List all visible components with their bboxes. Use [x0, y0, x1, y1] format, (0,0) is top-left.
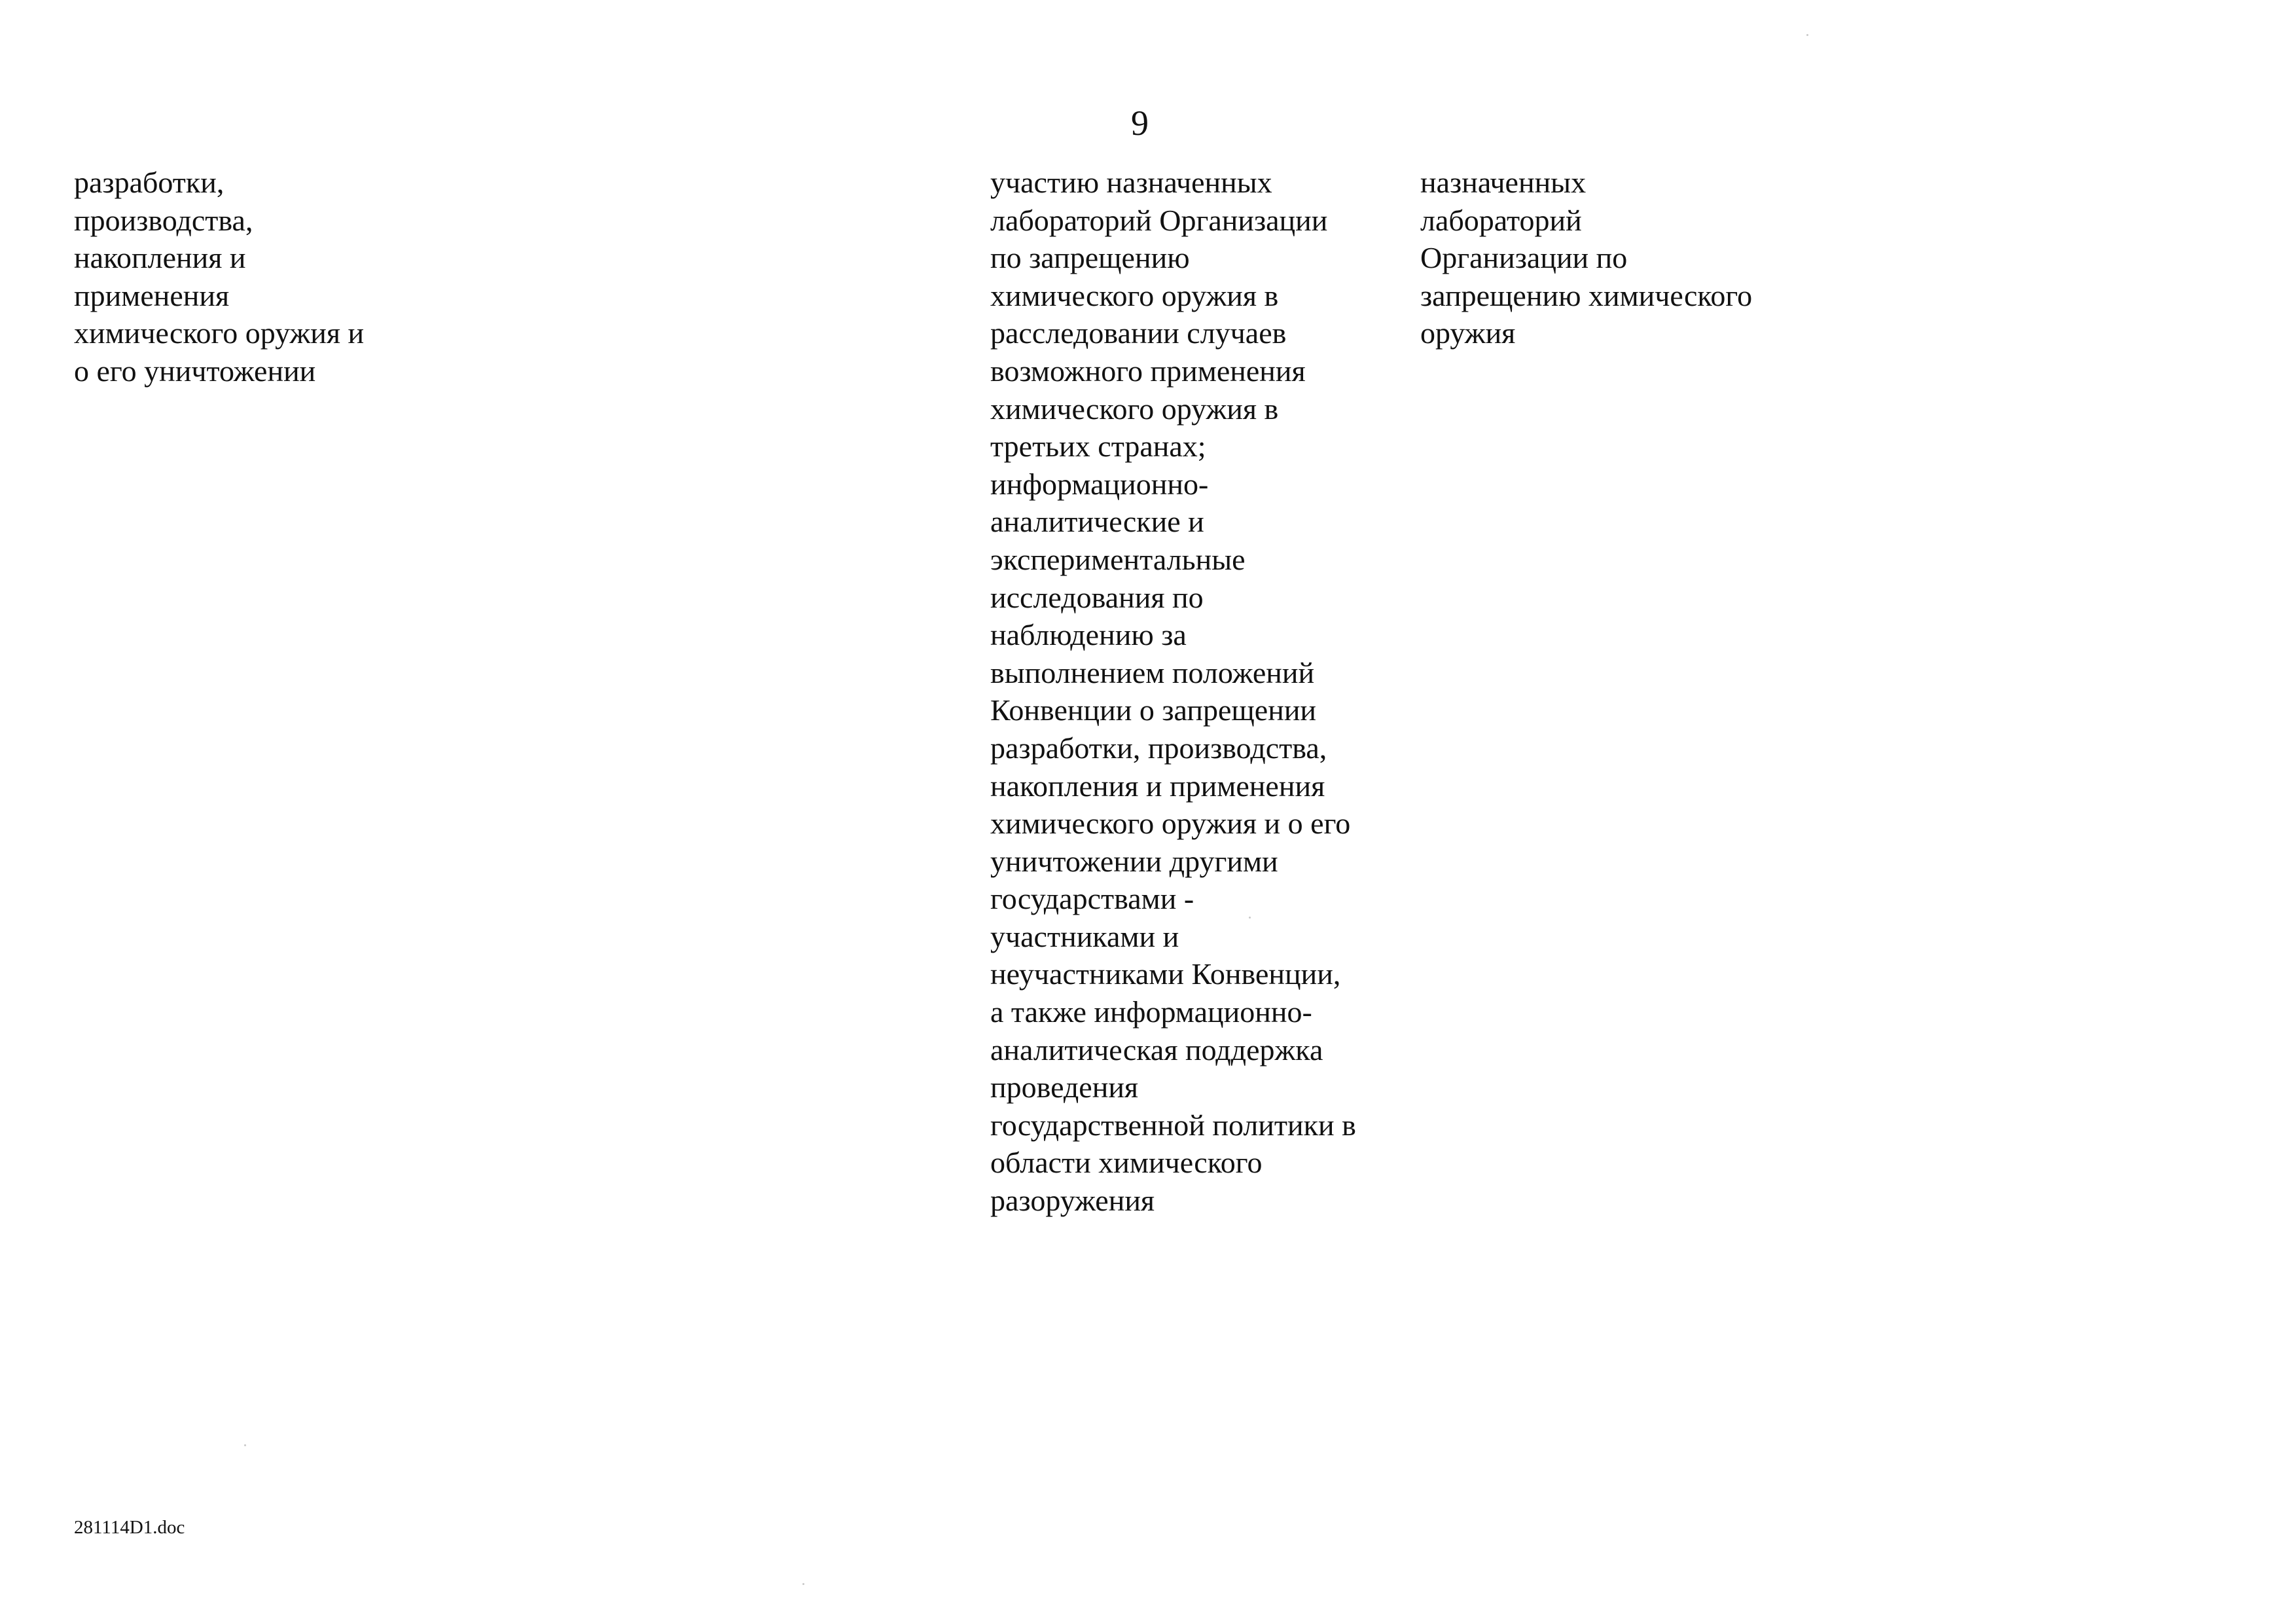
text-line: участниками и	[990, 919, 1179, 953]
text-line: накопления и применения	[990, 769, 1325, 803]
text-line: по запрещению	[990, 241, 1190, 275]
page-number: 9	[1131, 103, 1149, 143]
text-line: наблюдению за	[990, 618, 1187, 652]
text-line: выполнением положений	[990, 655, 1315, 689]
text-line: информационно-	[990, 467, 1209, 501]
text-line: а также информационно-	[990, 995, 1312, 1029]
text-line: о его уничтожении	[74, 354, 316, 388]
text-line: возможного применения	[990, 354, 1306, 388]
text-line: экспериментальные	[990, 542, 1246, 576]
text-line: разработки, производства,	[990, 731, 1327, 765]
text-line: оружия	[1420, 316, 1516, 350]
text-line: Организации по	[1420, 241, 1628, 275]
text-line: исследования по	[990, 580, 1204, 614]
text-line: уничтожении другими	[990, 844, 1278, 878]
text-line: разоружения	[990, 1184, 1155, 1218]
text-line: лабораторий Организации	[990, 203, 1328, 237]
text-line: расследовании случаев	[990, 316, 1287, 350]
right-column	[1420, 164, 1752, 352]
text-line: участию назначенных	[990, 166, 1272, 199]
middle-column	[990, 164, 1356, 1220]
text-line: аналитические и	[990, 505, 1204, 539]
text-line: назначенных	[1420, 166, 1587, 199]
scan-speck	[1249, 917, 1251, 919]
document-filename: 281114D1.doc	[74, 1517, 185, 1538]
text-line: разработки,	[74, 166, 224, 199]
scan-speck	[802, 1583, 804, 1585]
text-line: государствами -	[990, 882, 1194, 916]
text-line: неучастниками Конвенции,	[990, 957, 1341, 991]
text-line: химического оружия и о его	[990, 807, 1351, 841]
left-column	[74, 164, 364, 390]
text-line: химического оружия в	[990, 278, 1279, 312]
text-line: производства,	[74, 203, 253, 237]
text-line: химического оружия в	[990, 392, 1279, 426]
text-line: накопления и	[74, 241, 246, 275]
text-line: проведения	[990, 1070, 1139, 1104]
scan-speck	[1806, 34, 1808, 36]
text-line: аналитическая поддержка	[990, 1032, 1323, 1067]
text-line: применения	[74, 278, 230, 312]
text-line: запрещению химического	[1420, 278, 1753, 312]
text-line: химического оружия и	[74, 316, 365, 350]
text-line: лабораторий	[1420, 203, 1582, 237]
text-line: третьих странах;	[990, 429, 1206, 464]
scan-speck	[244, 1444, 246, 1446]
text-line: области химического	[990, 1146, 1263, 1180]
text-line: Конвенции о запрещении	[990, 693, 1317, 727]
text-line: государственной политики в	[990, 1108, 1356, 1142]
